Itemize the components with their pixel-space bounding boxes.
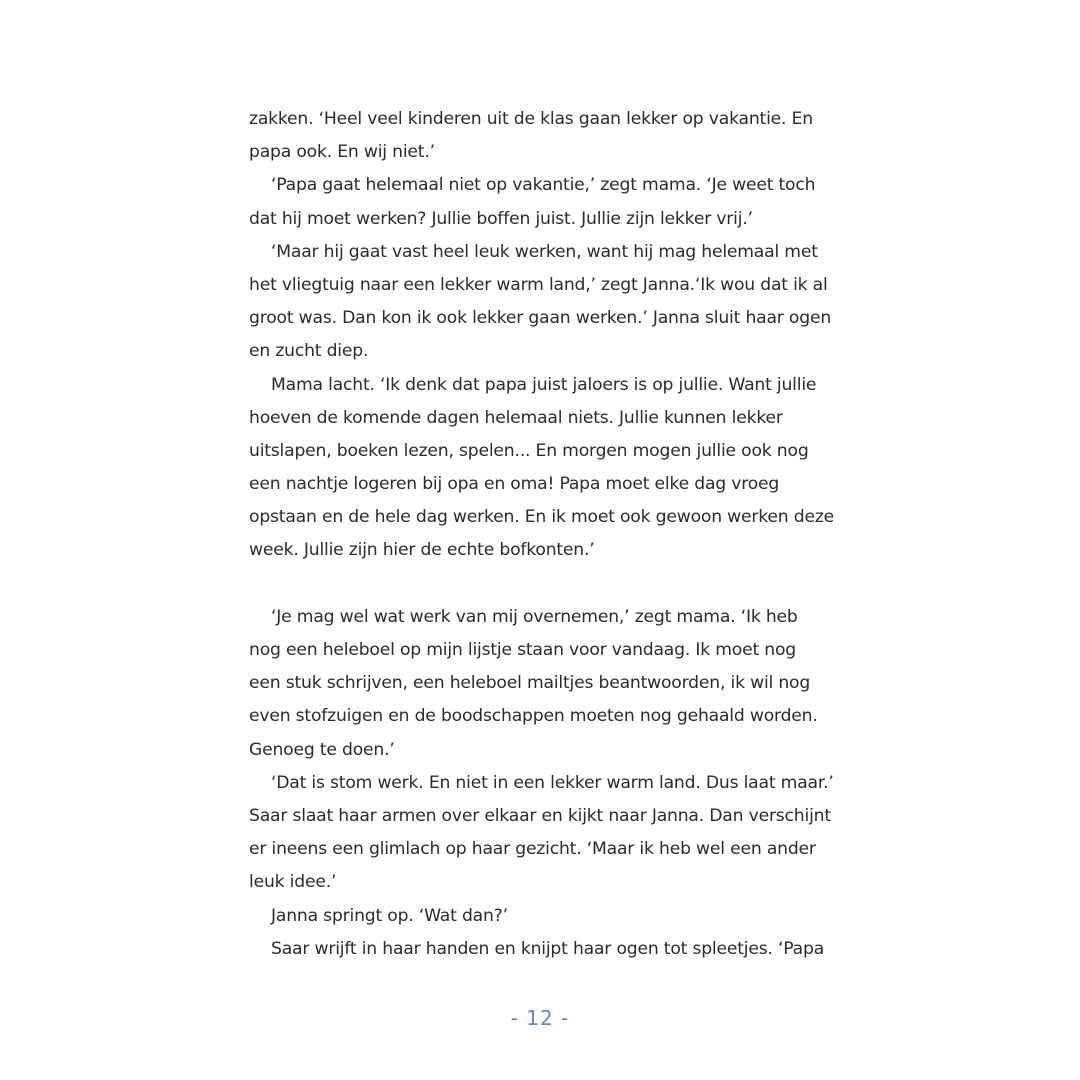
text-line: groot was. Dan kon ik ook lekker gaan werken.’ Janna sluit haar ogen — [249, 308, 832, 329]
section-break — [249, 568, 849, 601]
text-line: leuk idee.’ — [249, 872, 337, 893]
text-line: ‘Maar hij gaat vast heel leuk werken, want hij mag helemaal met — [271, 241, 818, 262]
text-line: het vliegtuig naar een lekker warm land,’ zegt Janna.‘Ik wou dat ik al — [249, 274, 828, 295]
text-line: even stofzuigen en de boodschappen moeten nog gehaald worden. — [249, 706, 818, 727]
text-line: nog een heleboel op mijn lijstje staan voor vandaag. Ik moet nog — [249, 640, 797, 660]
text-line: een stuk schrijven, een heleboel mailtjes beantwoorden, ik wil nog — [249, 673, 811, 694]
page-number: - 12 - — [510, 1006, 570, 1030]
text-line: ‘Dat is stom werk. En niet in een lekker warm land. Dus laat maar.’ — [271, 772, 834, 793]
text-line: Saar wrijft in haar handen en knijpt haar ogen tot spleetjes. ‘Papa — [271, 938, 825, 959]
text-line: Mama lacht. ‘Ik denk dat papa juist jaloers is op jullie. Want jullie — [271, 374, 817, 395]
text-line: zakken. ‘Heel veel kinderen uit de klas gaan lekker op vakantie. En — [249, 109, 813, 129]
text-line: Saar slaat haar armen over elkaar en kijkt naar Janna. Dan verschijnt — [249, 805, 831, 826]
text-line: opstaan en de hele dag werken. En ik moet ook gewoon werken deze — [249, 507, 835, 528]
text-line: Janna springt op. ‘Wat dan?’ — [271, 905, 508, 926]
text-line: papa ook. En wij niet.’ — [249, 142, 435, 163]
text-line: week. Jullie zijn hier de echte bofkonten.’ — [249, 540, 595, 561]
body-text — [249, 103, 849, 966]
text-line: ‘Je mag wel wat werk van mij overnemen,’ zegt mama. ‘Ik heb — [271, 606, 798, 627]
text-line: dat hij moet werken? Jullie boffen juist. Jullie zijn lekker vrij.’ — [249, 208, 753, 229]
text-line: een nachtje logeren bij opa en oma! Papa moet elke dag vroeg — [249, 474, 780, 495]
text-line: uitslapen, boeken lezen, spelen... En morgen mogen jullie ook nog — [249, 440, 809, 461]
text-line: ‘Papa gaat helemaal niet op vakantie,’ zegt mama. ‘Je weet toch — [271, 175, 816, 196]
text-line: er ineens een glimlach op haar gezicht. ‘Maar ik heb wel een ander — [249, 839, 816, 860]
text-line: hoeven de komende dagen helemaal niets. Jullie kunnen lekker — [249, 407, 783, 428]
text-line: en zucht diep. — [249, 341, 369, 362]
text-line: Genoeg te doen.’ — [249, 739, 395, 760]
